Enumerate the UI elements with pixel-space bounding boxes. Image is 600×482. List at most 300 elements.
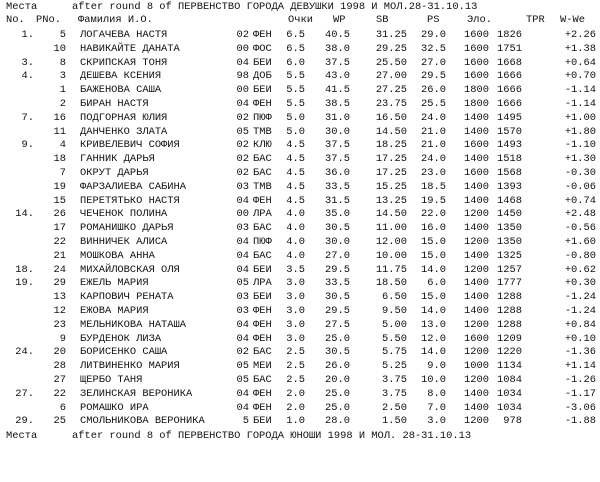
cell-tpr: 1570 [497,125,522,138]
cell-wp: 26.0 [325,360,350,373]
cell-wp: 35.0 [325,208,350,221]
cell-elo: 1600 [464,139,489,152]
cell-year: 04 [236,249,249,262]
cell-wp: 33.5 [325,277,350,290]
cell-ps: 19.5 [421,194,446,207]
col-no: No. [6,14,25,26]
cell-tpr: 1668 [497,56,522,69]
table-row [0,305,600,318]
cell-wp: 38.5 [325,98,350,110]
cell-elo: 1200 [464,318,489,331]
col-wp: WP [333,14,346,26]
cell-wp: 40.5 [325,29,350,41]
cell-wwe: -1.36 [564,346,596,359]
cell-tpr: 1518 [497,153,522,166]
cell-tpr: 1220 [497,346,522,359]
table-row [0,153,600,166]
cell-year: 00 [236,42,249,55]
cell-wwe: -1.24 [564,291,596,304]
cell-wwe: -0.80 [564,249,596,262]
cell-club: ФЕН [253,387,272,400]
cell-elo: 1400 [464,249,489,262]
col-sb: SB [376,14,389,26]
cell-ps: 16.0 [421,222,446,235]
cell-sb: 17.25 [375,167,407,179]
table-row [0,57,600,70]
cell-points: 3.0 [286,318,305,331]
cell-name: МЕЛЬНИКОВА НАТАША [80,318,187,331]
cell-name: НАВИКАЙТЕ ДАНАТА [80,42,180,55]
cell-name: КРИВЕЛЕВИЧ СОФИЯ [80,139,180,152]
cell-pno: 20 [53,346,66,359]
cell-place: 1. [21,29,34,41]
cell-wp: 38.0 [325,42,350,55]
cell-sb: 5.50 [382,332,407,345]
cell-ps: 32.5 [421,42,446,55]
col-pno: PNo. [36,14,61,26]
cell-year: 02 [236,167,249,179]
cell-tpr: 1495 [497,111,522,124]
cell-club: БАС [253,222,272,235]
cell-tpr: 1393 [497,180,522,193]
cell-pno: 8 [59,56,66,69]
cell-name: ДЕШЕВА КСЕНИЯ [80,70,162,83]
cell-points: 2.5 [286,374,305,386]
cell-wp: 33.5 [325,180,350,193]
cell-wp: 30.5 [325,346,350,359]
cell-ps: 9.0 [427,360,446,373]
table-row [0,112,600,125]
cell-year: 02 [236,111,249,124]
cell-elo: 1400 [464,180,489,193]
col-points: Очки [288,14,313,26]
cell-name: ПОДГОРНАЯ ЮЛИЯ [80,111,168,124]
cell-year: 05 [236,374,249,386]
cell-points: 4.5 [286,194,305,207]
cell-tpr: 1288 [497,291,522,304]
cell-tpr: 978 [503,415,522,428]
cell-pno: 28 [53,360,66,373]
cell-sb: 23.75 [375,98,407,110]
cell-tpr: 1350 [497,236,522,248]
footer-title: after round 8 of ПЕРВЕНСТВО ГОРОДА ЮНОШИ 1998 И МОЛ. 28-31.10.13 [72,430,472,442]
cell-name: БУРДЕНОК ЛИЗА [80,332,162,345]
cell-ps: 8.0 [427,387,446,400]
cell-club: БАС [253,374,272,386]
cell-wp: 20.0 [325,374,350,386]
footer-places-label: Места [6,430,38,442]
cell-club: БАС [253,153,272,166]
cell-club: БАС [253,249,272,262]
cell-wwe: +1.38 [564,42,596,55]
cell-elo: 1600 [464,167,489,179]
cell-sb: 14.50 [375,125,407,138]
cell-ps: 3.0 [427,415,446,428]
cell-wp: 37.5 [325,153,350,166]
cell-club: ФЕН [253,29,272,41]
cell-tpr: 1209 [497,332,522,345]
cell-elo: 1200 [464,374,489,386]
cell-elo: 1400 [464,387,489,400]
cell-club: ФЕН [253,98,272,110]
cell-elo: 1600 [464,70,489,83]
cell-points: 4.5 [286,153,305,166]
cell-name: КАРПОВИЧ РЕНАТА [80,291,174,304]
cell-sb: 16.50 [375,111,407,124]
cell-elo: 1200 [464,346,489,359]
footer-line [0,430,472,443]
cell-sb: 15.25 [375,180,407,193]
cell-club: ТМВ [253,180,272,193]
col-tpr: TPR [526,14,545,26]
cell-wwe: -1.14 [564,84,596,97]
cell-wp: 36.0 [325,167,350,179]
cell-wwe: -0.56 [564,222,596,235]
cell-wp: 41.5 [325,84,350,97]
cell-pno: 9 [59,332,66,345]
cell-ps: 6.0 [427,277,446,290]
cell-ps: 21.0 [421,125,446,138]
cell-pno: 26 [53,208,66,221]
cell-points: 2.5 [286,346,305,359]
cell-wp: 31.5 [325,194,350,207]
table-row [0,29,600,42]
cell-pno: 23 [53,318,66,331]
cell-tpr: 1450 [497,208,522,221]
cell-wwe: -0.30 [564,167,596,179]
table-row [0,250,600,263]
cell-name: РОМАНИШКО ДАРЬЯ [80,222,174,235]
cell-name: РОМАШКО ИРА [80,401,149,414]
cell-wwe: -1.17 [564,387,596,400]
cell-club: ФЕН [253,194,272,207]
cell-pno: 29 [53,277,66,290]
cell-ps: 24.0 [421,153,446,166]
cell-points: 4.0 [286,236,305,248]
cell-ps: 15.0 [421,236,446,248]
cell-sb: 10.00 [375,249,407,262]
cell-club: БАС [253,346,272,359]
cell-name: ЕЖОВА МАРИЯ [80,305,149,317]
cell-year: 04 [236,56,249,69]
cell-name: ЕЖЕЛЬ МАРИЯ [80,277,149,290]
cell-ps: 27.0 [421,56,446,69]
cell-pno: 27 [53,374,66,386]
cell-club: БЕИ [253,291,272,304]
cell-club: КЛЮ [253,139,272,152]
cell-club: БЕИ [253,84,272,97]
cell-pno: 12 [53,305,66,317]
cell-club: МЕИ [253,360,272,373]
cell-year: 5 [242,415,249,428]
cell-tpr: 1777 [497,277,522,290]
cell-tpr: 1468 [497,194,522,207]
cell-sb: 27.00 [375,70,407,83]
cell-year: 04 [236,401,249,414]
cell-pno: 24 [53,263,66,276]
cell-year: 98 [236,70,249,83]
table-row [0,208,600,221]
cell-wp: 28.0 [325,415,350,428]
cell-name: СМОЛЬНИКОВА ВЕРОНИКА [80,415,205,428]
cell-name: ДАНЧЕНКО ЗЛАТА [80,125,168,138]
cell-pno: 10 [53,42,66,55]
table-row [0,264,600,277]
cell-name: ВИННИЧЕК АЛИСА [80,236,168,248]
cell-wwe: +0.74 [564,194,596,207]
cell-place: 14. [15,208,34,221]
cell-tpr: 1084 [497,374,522,386]
cell-sb: 5.75 [382,346,407,359]
cell-wp: 37.5 [325,139,350,152]
cell-wp: 30.5 [325,291,350,304]
cell-elo: 1600 [464,29,489,41]
cell-place: 3. [21,56,34,69]
cell-wp: 25.0 [325,401,350,414]
cell-wwe: +1.80 [564,125,596,138]
cell-name: ОКРУТ ДАРЬЯ [80,167,149,179]
cell-wwe: +1.14 [564,360,596,373]
cell-wp: 25.0 [325,332,350,345]
cell-sb: 3.75 [382,387,407,400]
table-row [0,236,600,249]
cell-ps: 15.0 [421,249,446,262]
cell-elo: 1400 [464,277,489,290]
table-row [0,346,600,359]
cell-points: 3.0 [286,277,305,290]
cell-year: 03 [236,222,249,235]
cell-points: 4.0 [286,208,305,221]
cell-wwe: -1.26 [564,374,596,386]
cell-sb: 6.50 [382,291,407,304]
cell-ps: 25.5 [421,98,446,110]
cell-club: ФЕН [253,332,272,345]
cell-elo: 1400 [464,291,489,304]
cell-tpr: 1288 [497,318,522,331]
cell-sb: 17.25 [375,153,407,166]
cell-elo: 1400 [464,125,489,138]
cell-name: БИРАН НАСТЯ [80,98,149,110]
cell-points: 3.0 [286,291,305,304]
cell-year: 04 [236,236,249,248]
cell-wwe: +0.30 [564,277,596,290]
cell-club: ЛРА [253,208,272,221]
cell-points: 2.0 [286,401,305,414]
cell-sb: 11.75 [375,263,407,276]
cell-place: 27. [15,387,34,400]
col-elo: Эло. [467,14,492,26]
cell-tpr: 1034 [497,401,522,414]
cell-ps: 18.5 [421,180,446,193]
cell-sb: 9.50 [382,305,407,317]
cell-sb: 27.25 [375,84,407,97]
cell-place: 29. [15,415,34,428]
cell-ps: 15.0 [421,291,446,304]
cell-year: 00 [236,84,249,97]
cell-name: ЗЕЛИНСКАЯ ВЕРОНИКА [80,387,193,400]
table-row [0,360,600,373]
cell-elo: 1000 [464,360,489,373]
cell-wwe: +0.84 [564,318,596,331]
cell-place: 18. [15,263,34,276]
table-row [0,402,600,415]
cell-wwe: +0.10 [564,332,596,345]
cell-tpr: 1134 [497,360,522,373]
cell-tpr: 1350 [497,222,522,235]
cell-wwe: -1.14 [564,98,596,110]
cell-elo: 1400 [464,194,489,207]
table-row [0,195,600,208]
cell-club: БЕИ [253,415,272,428]
cell-ps: 29.5 [421,70,446,83]
cell-ps: 26.0 [421,84,446,97]
cell-points: 2.5 [286,360,305,373]
cell-points: 4.5 [286,180,305,193]
cell-pno: 17 [53,222,66,235]
cell-tpr: 1288 [497,305,522,317]
cell-elo: 1400 [464,401,489,414]
cell-year: 02 [236,139,249,152]
cell-name: ЧЕЧЕНОК ПОЛИНА [80,208,168,221]
cell-year: 05 [236,125,249,138]
cell-points: 4.5 [286,139,305,152]
cell-wwe: +0.70 [564,70,596,83]
cell-ps: 14.0 [421,305,446,317]
header-line-1 [0,1,478,14]
table-row [0,222,600,235]
cell-sb: 3.75 [382,374,407,386]
cell-pno: 13 [53,291,66,304]
cell-name: МИХАЙЛОВСКАЯ ОЛЯ [80,263,180,276]
cell-sb: 12.00 [375,236,407,248]
cell-tpr: 1034 [497,387,522,400]
cell-name: ЛИТВИНЕНКО МАРИЯ [80,360,180,373]
cell-club: ДОБ [253,70,272,83]
cell-points: 3.0 [286,305,305,317]
cell-points: 2.0 [286,387,305,400]
cell-name: МОШКОВА АННА [80,249,155,262]
cell-ps: 13.0 [421,318,446,331]
cell-points: 5.5 [286,98,305,110]
cell-name: БОРИСЕНКО САША [80,346,168,359]
cell-club: ТМВ [253,125,272,138]
cell-year: 03 [236,291,249,304]
cell-elo: 1400 [464,305,489,317]
cell-tpr: 1325 [497,249,522,262]
cell-wwe: +1.30 [564,153,596,166]
cell-wp: 30.0 [325,236,350,248]
cell-name: ПЕРЕТЯТЬКО НАСТЯ [80,194,180,207]
cell-place: 4. [21,70,34,83]
cell-elo: 1200 [464,236,489,248]
cell-tpr: 1493 [497,139,522,152]
cell-club: ФОС [253,42,272,55]
cell-year: 04 [236,387,249,400]
cell-sb: 29.25 [375,42,407,55]
cell-year: 02 [236,29,249,41]
cell-sb: 5.25 [382,360,407,373]
cell-ps: 14.0 [421,263,446,276]
cell-wp: 30.5 [325,222,350,235]
cell-year: 04 [236,194,249,207]
cell-wwe: -3.06 [564,401,596,414]
cell-year: 03 [236,180,249,193]
cell-elo: 1200 [464,415,489,428]
cell-tpr: 1666 [497,84,522,97]
table-row [0,291,600,304]
cell-sb: 14.50 [375,208,407,221]
cell-sb: 25.50 [375,56,407,69]
cell-wp: 43.0 [325,70,350,83]
cell-wwe: +1.60 [564,236,596,248]
cell-club: БЕИ [253,56,272,69]
cell-ps: 12.0 [421,332,446,345]
cell-wwe: +2.26 [564,29,596,41]
cell-wwe: -1.88 [564,415,596,428]
cell-tpr: 1826 [497,29,522,41]
cell-points: 3.5 [286,263,305,276]
cell-wp: 29.5 [325,263,350,276]
col-name: Фамилия И.О. [78,14,153,26]
table-row [0,181,600,194]
table-row [0,139,600,152]
cell-elo: 1400 [464,111,489,124]
table-row [0,70,600,83]
cell-ps: 21.0 [421,139,446,152]
cell-place: 19. [15,277,34,290]
column-headers [0,14,600,27]
cell-name: ЛОГАЧЕВА НАСТЯ [80,29,168,41]
cell-club: БАС [253,167,272,179]
cell-pno: 22 [53,387,66,400]
cell-sb: 31.25 [375,29,407,41]
cell-sb: 11.00 [375,222,407,235]
cell-wp: 25.0 [325,387,350,400]
cell-sb: 2.50 [382,401,407,414]
table-row [0,126,600,139]
cell-year: 00 [236,208,249,221]
cell-pno: 21 [53,249,66,262]
cell-wp: 27.5 [325,318,350,331]
cell-sb: 13.25 [375,194,407,207]
header-places-label: Места [6,1,38,13]
cell-wwe: -0.06 [564,180,596,193]
cell-tpr: 1568 [497,167,522,179]
cell-year: 04 [236,263,249,276]
cell-points: 5.5 [286,84,305,97]
cell-club: ФЕН [253,318,272,331]
cell-elo: 1400 [464,153,489,166]
table-row [0,98,600,111]
cell-pno: 2 [59,98,66,110]
cell-sb: 18.25 [375,139,407,152]
cell-points: 5.0 [286,125,305,138]
cell-wwe: +0.62 [564,263,596,276]
cell-elo: 1200 [464,263,489,276]
cell-year: 03 [236,305,249,317]
cell-pno: 22 [53,236,66,248]
header-title: after round 8 of ПЕРВЕНСТВО ГОРОДА ДЕВУШКИ 1998 И МОЛ.28-31.10.13 [72,1,478,13]
cell-elo: 1600 [464,332,489,345]
cell-pno: 7 [59,167,66,179]
cell-year: 05 [236,360,249,373]
cell-club: ПЮФ [253,236,272,248]
cell-pno: 18 [53,153,66,166]
cell-pno: 19 [53,180,66,193]
cell-club: ФЕН [253,305,272,317]
cell-ps: 22.0 [421,208,446,221]
cell-sb: 5.00 [382,318,407,331]
